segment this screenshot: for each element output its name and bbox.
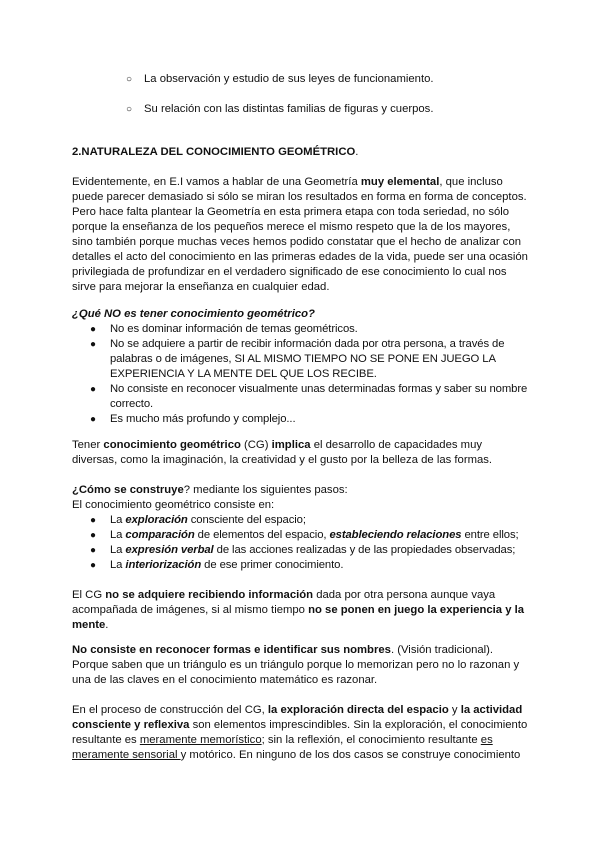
list-item: ● La comparación de elementos del espacio, estableciendo relaciones entre ellos; (90, 529, 519, 541)
cg-paragraph: Tener conocimiento geométrico (CG) implica el desarrollo de capacidades muy diversas, como la imaginación, la creatividad y el gusto por la belleza de las formas. (72, 439, 493, 466)
how-heading: ¿Cómo se construye? mediante los siguientes pasos: (72, 484, 348, 496)
bullet-icon: ● (90, 530, 96, 541)
bullet-icon: ● (90, 414, 96, 425)
list-item: ○ La observación y estudio de sus leyes de funcionamiento. (126, 73, 434, 85)
not-list (72, 322, 528, 427)
list-item: ● La interiorización de ese primer conocimiento. (90, 559, 344, 571)
bullet-icon: ● (90, 339, 96, 350)
bullet-icon: ● (90, 560, 96, 571)
recognize-paragraph: No consiste en reconocer formas e identificar sus nombres. (Visión tradicional). Porque saben que un triángulo es un triángulo porque lo memorizan pero no lo razonan y una de las claves en el conocimiento matemático es razonar. (72, 644, 520, 686)
list-item: ● Es mucho más profundo y complejo... (90, 413, 296, 425)
list-item: ● La expresión verbal de las acciones realizadas y de las propiedades observadas; (90, 544, 516, 556)
how-list (72, 513, 528, 573)
how-intro: El conocimiento geométrico consiste en: (72, 499, 275, 511)
list-item: ○ Su relación con las distintas familias de figuras y cuerpos. (126, 103, 434, 115)
list-item: ● No es dominar información de temas geométricos. (90, 323, 358, 335)
list-item: ● No consiste en reconocer visualmente unas determinadas formas y saber su nombre correcto. (90, 383, 528, 410)
intro-paragraph: Evidentemente, en E.I vamos a hablar de una Geometría muy elemental, que incluso puede parecer demasiado si sólo se miran los resultados en forma en forma de conceptos. Pero hace falta plantear la Geometría en esta primera etapa con toda seriedad, no sólo porque la enseñanza de los pequeños merece el mismo respeto que la de los mayores, sino también porque muchas veces hemos podido constatar que el hecho de analizar con detalles el acto del conocimiento en las primeras edades de la vida, puede ser una ocasión privilegiada de profundizar en el verdadero significado de ese conocimiento lo cual nos sirve para mejorar la enseñanza en cualquier edad. (72, 176, 528, 293)
circle-bullet-icon: ○ (126, 104, 133, 115)
bullet-icon: ● (90, 384, 96, 395)
section-heading: 2.NATURALEZA DEL CONOCIMIENTO GEOMÉTRICO. (72, 146, 359, 158)
bullet-icon: ● (90, 515, 96, 526)
not-heading: ¿Qué NO es tener conocimiento geométrico? (72, 308, 315, 320)
list-item: ● No se adquiere a partir de recibir información dada por otra persona, a través de palabras o de imágenes, SI AL MISMO TIEMPO NO SE PONE EN JUEGO LA EXPERIENCIA Y LA MENTE DEL QUE LOS RECIBE. (90, 338, 505, 380)
process-paragraph: En el proceso de construcción del CG, la exploración directa del espacio y la actividad consciente y reflexiva son elementos imprescindibles. Sin la exploración, el conocimiento resultante es meramente memorístico; sin la reflexión, el conocimiento resultante es meramente sensorial y motórico. En ninguno de los dos casos se construye conocimiento (72, 704, 528, 761)
bullet-icon: ● (90, 324, 96, 335)
bullet-icon: ● (90, 545, 96, 556)
cg-no-paragraph: El CG no se adquiere recibiendo información dada por otra persona aunque vaya acompañada de imágenes, si al mismo tiempo no se ponen en juego la experiencia y la mente. (72, 589, 525, 631)
list-item: ● La exploración consciente del espacio; (90, 514, 306, 526)
circle-bullet-icon: ○ (126, 74, 133, 85)
